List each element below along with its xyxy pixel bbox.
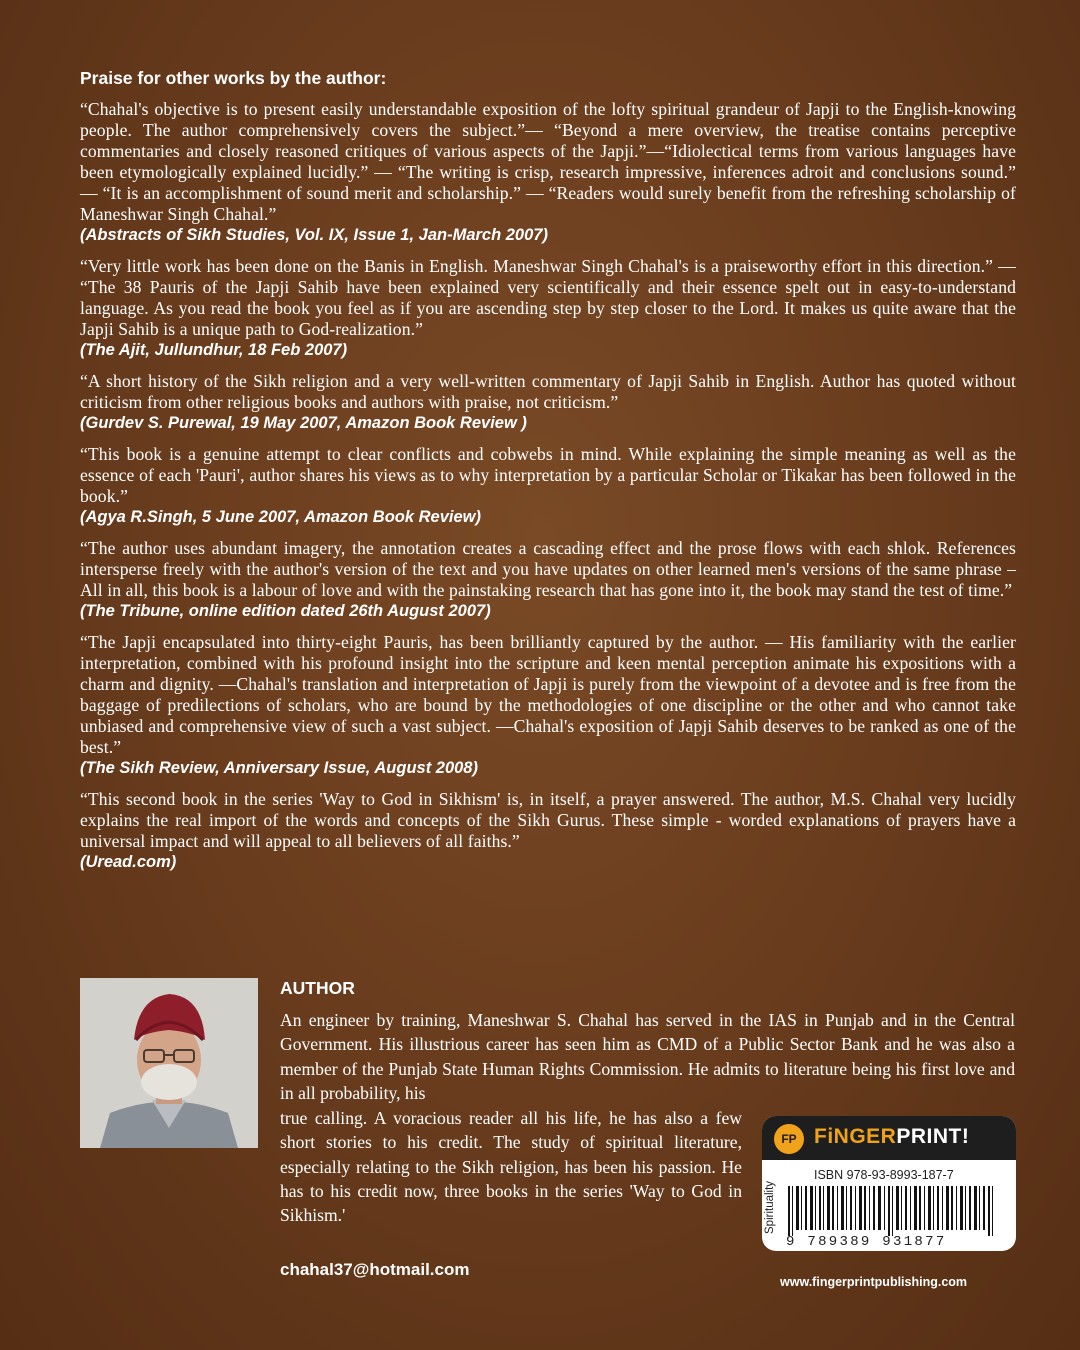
- author-portrait-icon: [80, 978, 258, 1148]
- isbn-label: ISBN 978-93-8993-187-7: [814, 1168, 954, 1182]
- review-2: [80, 256, 1016, 361]
- author-photo: [80, 978, 258, 1148]
- author-heading: AUTHOR: [280, 978, 355, 998]
- author-email[interactable]: chahal37@hotmail.com: [280, 1260, 470, 1279]
- review-source: (The Sikh Review, Anniversary Issue, August 2008): [80, 759, 478, 777]
- publisher-logo-icon: FP: [774, 1124, 804, 1154]
- barcode-icon: [788, 1186, 998, 1236]
- review-7: [80, 789, 1016, 873]
- publisher-name-part2: PRINT!: [896, 1125, 970, 1148]
- review-source: (Abstracts of Sikh Studies, Vol. IX, Issue 1, Jan-March 2007): [80, 226, 548, 244]
- category-label: Spirituality: [764, 1180, 776, 1234]
- review-quote: “This second book in the series 'Way to God in Sikhism' is, in itself, a prayer answered. The author, M.S. Chahal very lucidly explains the real import of the words and concepts of the Sikh Gurus. These simple - worded explanations of prayers have a universal impact and will appeal to all believers of all faiths.”: [80, 789, 1016, 851]
- publisher-website[interactable]: www.fingerprintpublishing.com: [780, 1275, 968, 1289]
- review-source: (Gurdev S. Purewal, 19 May 2007, Amazon Book Review ): [80, 414, 527, 432]
- author-bio-part1: An engineer by training, Maneshwar S. Chahal has served in the IAS in Punjab and in the Central Government. His illustrious career has seen him as CMD of a Public Sector Bank and he was also a member of the Punjab State Human Rights Commission. He admits to literature being his first love and in all probability, his: [280, 1010, 1015, 1103]
- barcode-panel: [762, 1116, 1016, 1251]
- review-6: [80, 632, 1016, 779]
- publisher-brand-bar: [762, 1116, 1016, 1160]
- review-quote: “Chahal's objective is to present easily understandable exposition of the lofty spiritual grandeur of Japji to the English-knowing people. The author comprehensively covers the subject.”— “Beyond a mere overview, the treatise contains perceptive commentaries and closely reasoned critiques of various aspects of the Japji.”—“Idiolectical terms from various languages have been etymologically explained lucidly.” — “The writing is crisp, research impressive, inferences adroit and conclusions sound.” — “It is an accomplishment of sound merit and scholarship.” — “Readers would surely benefit from the refreshing scholarship of Maneshwar Singh Chahal.”: [80, 99, 1016, 224]
- review-source: (Agya R.Singh, 5 June 2007, Amazon Book Review): [80, 508, 481, 526]
- publisher-name-part1: FiNGER: [814, 1125, 897, 1148]
- review-source: (The Ajit, Jullundhur, 18 Feb 2007): [80, 341, 348, 359]
- review-1: [80, 99, 1016, 246]
- publisher-name: [814, 1125, 969, 1149]
- praise-section: [80, 68, 1016, 883]
- review-quote: “The author uses abundant imagery, the annotation creates a cascading effect and the prose flows with each shlok. References intersperse freely with the author's version of the text and you have updates on other learned men's versions of the same phrase – All in all, this book is a labour of love and with the painstaking research that has gone into it, the book may stand the test of time.”: [80, 538, 1016, 600]
- review-source: (Uread.com): [80, 853, 177, 871]
- barcode-digits: 9 789389 931877: [786, 1234, 947, 1250]
- review-4: [80, 444, 1016, 528]
- review-quote: “This book is a genuine attempt to clear conflicts and cobwebs in mind. While explaining the simple meaning as well as the essence of each 'Pauri', author shares his views as to why interpretation by a particular Scholar or Tikakar has been followed in the book.”: [80, 444, 1016, 506]
- review-3: [80, 371, 1016, 434]
- review-quote: “The Japji encapsulated into thirty-eight Pauris, has been brilliantly captured by the author. — His familiarity with the earlier interpretation, combined with his profound insight into the scripture and keen mental perception animate his expositions with a charm and dignity. —Chahal's translation and interpretation of Japji is purely from the viewpoint of a devotee and is free from the baggage of predilections of scholars, who are bound by the methodologies of one discipline or the other and who cannot take unbiased and comprehensive view of such a vast subject. —Chahal's exposition of Japji Sahib deserves to be ranked as one of the best.”: [80, 632, 1016, 757]
- author-section: [80, 978, 1016, 1308]
- review-5: [80, 538, 1016, 622]
- review-source: (The Tribune, online edition dated 26th August 2007): [80, 602, 491, 620]
- review-quote: “A short history of the Sikh religion and a very well-written commentary of Japji Sahib in English. Author has quoted without criticism from other religious books and authors with praise, not criticism.”: [80, 371, 1016, 412]
- review-quote: “Very little work has been done on the Banis in English. Maneshwar Singh Chahal's is a praiseworthy effort in this direction.” — “The 38 Pauris of the Japji Sahib have been explained very scientifically and their essence spelt out in easy-to-understand language. As you read the book you feel as if you are ascending step by step closer to the Lord. It makes us quite aware that the Japji Sahib is a unique path to God-realization.”: [80, 256, 1016, 339]
- praise-heading: Praise for other works by the author:: [80, 68, 387, 88]
- author-bio-part2: true calling. A voracious reader all his life, he has also a few short stories to his credit. The study of spiritual literature, especially relating to the Sikh religion, has been his passion. He has to his credit now, three books in the series 'Way to God in Sikhism.': [280, 1108, 742, 1226]
